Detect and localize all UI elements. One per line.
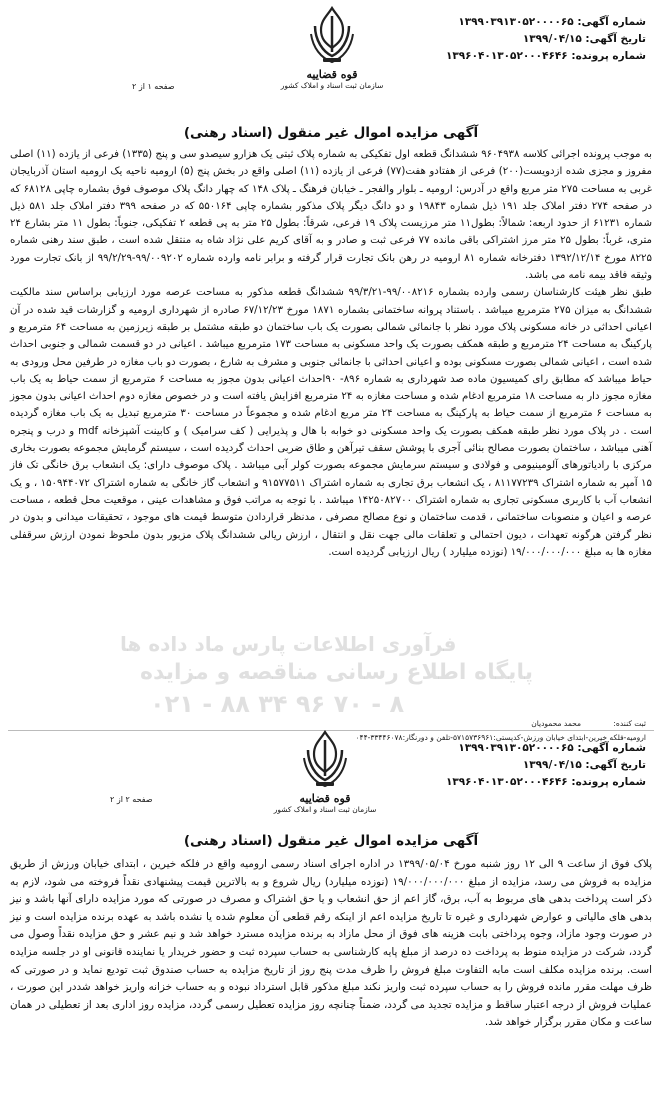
- notice-paragraph: طبق نظر هیئت کارشناسان رسمی وارده بشماره ۹۹/۰۰۸۲۱۶-۹۹/۳/۲۱ ششدانگ قطعه مذکور به مساحت عرصه مورد ارزیابی براساس سند مالکیت ششدانگ به میزان ۲۷۵ مترمربع میباشد . باستناد پروانه ساختمانی بشماره ۱۸۷۱ مورخ ۶۷/۱۲/۲۳ صادره از شهرداری ارومیه و گزارشات قید شده در آن اعیانی احداثی در خانه مسکونی پلاک مورد نظر با جانمائی شمالی بصورت یک باب ساختمان دو طبقه مشتمل بر طبقه زیرزمین به مساحت ۶۴ مترمربع و پارکینگ به مساحت ۲۴ مترمربع و طبقه همکف بصورت یک واحد مسکونی به مساحت ۱۷۳ مترمربع میباشد . اعیانی در دو قسمت شمالی و جنوبی احداث شده است ، اعیانی شمالی بصورت مسکونی بوده و اعیانی احداثی با جانمائی جنوبی و مشرف به شارع ، بصورت دو باب مغازه در طرفین محل ورودی به حیاط میباشد که مطابق رای کمیسیون ماده صد شهرداری به شماره ۸۹۶- ۹۰احداث اعیانی بدون مجوز به مساحت ۶ مترمربع از سمت حیاط به یک باب مغازه مجوز دار به مساحت ۱۸ مترمربع ادغام شده و مساحت مغازه به ۲۴ مترمربع افزایش یافته است و در خصوص مغازه دوم احداث اعیانی بدون مجوز به مساحت ۶ مترمربع از سمت حیاط به پارکینگ به مساحت ۲۴ متر مربع ادغام شده و مجموعاً در مساحت ۳۰ مترمربع تبدیل به یک باب مغازه گردیده است . در پلاک مورد نظر طبقه همکف بصورت یک واحد مسکونی دو خوابه با هال و پذیرایی ( کف سرامیک ) و کابینت آشپزخانه mdf و درب و پنجره آهنی میباشد ، ساختمان بصورت مصالح بنائی آجری با پوشش سقف تیرآهن و طاق ضربی احداث گردیده است ، سیستم گرمایش مجموعه بصورت بخاری مرکزی با رادیاتورهای آلومینیومی و فولادی و سیستم سرمایش مجموعه بصورت کولر آبی میباشد . پلاک موصوف دارای: یک انشعاب برق خانگی تک فاز ۱۵ آمپر به شماره اشتراک ۸۱۱۷۷۲۳۹ ، یک انشعاب برق تجاری به شماره اشتراک ۹۱۵۷۷۵۱۱ و انشعاب گاز خانگی به شماره اشتراک ۱۵۰۹۴۴۰۷۲ ، و یک انشعاب آب با کاربری مسکونی تجاری به شماره اشتراک ۱۴۲۵۰۸۲۷۰۰ میباشد . با توجه به مراتب فوق و مشاهدات عینی ، موقعیت محل قطعه ، مساحت عرصه و اعیان و منصوبات ساختمانی ، قدمت ساختمان و نوع مصالح مصرفی ، مدنظر قراردادن متوسط قیمت های موجود ، تحقیقات میدانی و بدون در نظر گرفتن هرگونه تعهدات ، دیون احتمالی و تعلقات مالی جهت نقل و انتقال ، ارزش ریالی ششدانگ پلاک مزبور بدون ملحوظ نمودن ارزش سرقفلی مغازه ها به مبلغ ۱۹/۰۰۰/۰۰۰/۰۰۰ (نوزده میلیارد ) ریال ارزیابی گردیده است.: [10, 287, 653, 558]
- registrar-line: [531, 719, 646, 728]
- notice-paragraph: پلاک فوق از ساعت ۹ الی ۱۲ روز شنبه مورخ ۱۳۹۹/۰۵/۰۴ در اداره اجرای اسناد رسمی ارومیه واقع در فلکه خیرین ، ابتدای خیابان ورزش از طریق مزایده به فروش می رسد، مزایده از مبلغ ۱۹/۰۰۰/۰۰۰/۰۰۰ (نوزده میلیارد) ریال شروع و به بالاترین قیمت پیشنهادی نقداً فروخته می شود، لازم به ذکر است پرداخت بدهی های مربوط به آب، برق، گاز اعم از حق انشعاب و یا حق اشتراک و مصرف در صورتی که مورد مزایده دارای آنها باشد و نیز بدهی های مالیاتی و عوارض شهرداری و غیره تا تاریخ مزایده اعم از اینکه رقم قطعی آن معلوم شده یا نشده باشد به عهده برنده مزایده است و نیز در صورت وجود مازاد، وجوه پرداختی بابت هزینه های فوق از محل مازاد به برنده مزایده مسترد خواهد شد و نیم عشر و حق مزایده نقداً وصول می گردد، شرکت در مزایده منوط به پرداخت ده درصد از مبلغ پایه کارشناسی به حساب سپرده ثبت و حضور خریدار یا نماینده قانونی او در جلسه مزایده است. برنده مزایده مکلف است مابه التفاوت مبلغ فروش را ظرف مدت پنج روز از تاریخ مزایده به حساب صندوق ثبت تودیع نماید و در صورتی که ظرف مهلت مقرر مانده فروش را به حساب سپرده ثبت واریز نکند مبلغ مذکور قابل استرداد نبوده و به حساب خزانه واریز خواهد شددر این صورت ، عملیات فروش از درجه اعتبار ساقط و مزایده تجدید می گردد، ضمناً چنانچه روز مزایده تعطیل رسمی گردد، مزایده روز اداری بعد از تعطیلی در همان ساعت و مکان مقرر برگزار خواهد شد.: [10, 858, 652, 1029]
- page-number: صفحه ۱ از ۲: [132, 82, 175, 91]
- file-number: شماره پرونده: ۱۳۹۶۰۴۰۱۳۰۵۲۰۰۰۴۶۴۶: [445, 776, 646, 788]
- notice-title: آگهی مزایده اموال غیر منقول (اسناد رهنی): [183, 125, 479, 141]
- notice-date: تاریخ آگهی: ۱۳۹۹/۰۴/۱۵: [522, 33, 646, 45]
- file-number: شماره پرونده: ۱۳۹۶۰۴۰۱۳۰۵۲۰۰۰۴۶۴۶: [445, 50, 646, 62]
- notice-meta: [446, 14, 646, 65]
- watermark-line: پایگاه اطلاع رسانی مناقصه و مزایده: [140, 660, 533, 685]
- judiciary-emblem: [262, 6, 402, 90]
- notice-meta: [446, 740, 646, 791]
- notice-number: شماره آگهی: ۱۳۹۹۰۳۹۱۳۰۵۲۰۰۰۰۶۵: [458, 16, 646, 28]
- watermark-line: فرآوری اطلاعات پارس ماد داده ها: [120, 632, 457, 656]
- emblem-subtitle: سازمان ثبت اسناد و املاک کشور: [273, 805, 377, 814]
- emblem-subtitle: سازمان ثبت اسناد و املاک کشور: [280, 81, 384, 90]
- notice-body: [10, 146, 652, 561]
- notice-number: شماره آگهی: ۱۳۹۹۰۳۹۱۳۰۵۲۰۰۰۰۶۵: [458, 742, 646, 754]
- judiciary-emblem: [250, 730, 400, 814]
- notice-paragraph: به موجب پرونده اجرائی کلاسه ۹۶۰۴۹۳۸ ششدانگ قطعه اول تفکیکی به شماره پلاک ثبتی یک هزارو سیصدو سی و پنج (۱۳۳۵) فرعی از یازده (۱۱) اصلی مفروز و مجزی شده ازدویست(۲۰۰) فرعی از هفتادو هفت(۷۷) فرعی از یازده (۱۱) اصلی واقع در بخش پنج (۵) ارومیه ناحیه یک ارومیه استان آذربایجان غربی به مساحت ۲۷۵ متر مربع واقع در آدرس: ارومیه ـ بلوار والفجر ـ خیابان فرهنگ ـ پلاک ۱۴۸ که چهار دانگ پلاک موصوف فوق بشماره چاپی ۶۸۱۲۸ که در صفحه ۲۷۴ دفتر املاک جلد ۱۹۱ ذیل شماره ۱۹۸۴۳ و دو دانگ دیگر پلاک مذکور بشماره چاپی ۵۵۰۱۶۴ که در صفحه ۳۹۹ دفتر املاک جلد ۵۸۱ ذیل شماره ۶۱۲۳۱ از حدود اربعه: شمالاً: بطول۱۱ متر مرزیست پلاک ۱۹ فرعی، شرقاً: بطول ۲۵ متر به پی قطعه ۲ تفکیکی، جنوباً: بطول ۱۱ متر بشارع ۲۴ متری، غرباً: بطول ۲۵ متر مرز اشتراکی باقی مانده ۷۷ فرعی ثبت و صادر و به آقای کریم علی نژاد شاه به منتقل شده است ، طبق سند رهنی شماره ۸۲۲۵ مورخ ۱۳۹۲/۱۲/۱۴ دفترخانه شماره ۸۱ ارومیه در رهن بانک تجارت قرار گرفته و برابر نامه وارده شماره ۹۹/۰۰۹۲۰۲-۹۹/۲/۲۹ از بانک تجارت مورد وثیقه فاقد بیمه نامه می باشد.: [10, 149, 653, 282]
- notice-title: آگهی مزایده اموال غیر منقول (اسناد رهنی): [183, 833, 479, 849]
- notice-body: [10, 856, 652, 1032]
- office-address: ارومیه-فلکه خیرین-ابتدای خیابان ورزش-کدپستی:۵۷۱۵۷۳۶۹۶۱-تلفن و دورنگار:۳۳۴۴۶۰۷۸-۰۴۴: [355, 733, 646, 742]
- registrar-label: ثبت کننده:: [613, 719, 646, 728]
- watermark-phone: ۰۲۱ - ۸۸ ۳۴ ۹۶ ۷۰ - ۸: [150, 690, 405, 718]
- emblem-title: قوه قضاییه: [299, 792, 351, 805]
- judiciary-logo-icon: [302, 730, 348, 790]
- emblem-title: قوه قضاییه: [306, 68, 358, 81]
- judiciary-logo-icon: [309, 6, 355, 66]
- registrar-name: محمد محمودیان: [531, 719, 582, 728]
- notice-date: تاریخ آگهی: ۱۳۹۹/۰۴/۱۵: [522, 759, 646, 771]
- page-number: صفحه ۲ از ۲: [110, 795, 153, 804]
